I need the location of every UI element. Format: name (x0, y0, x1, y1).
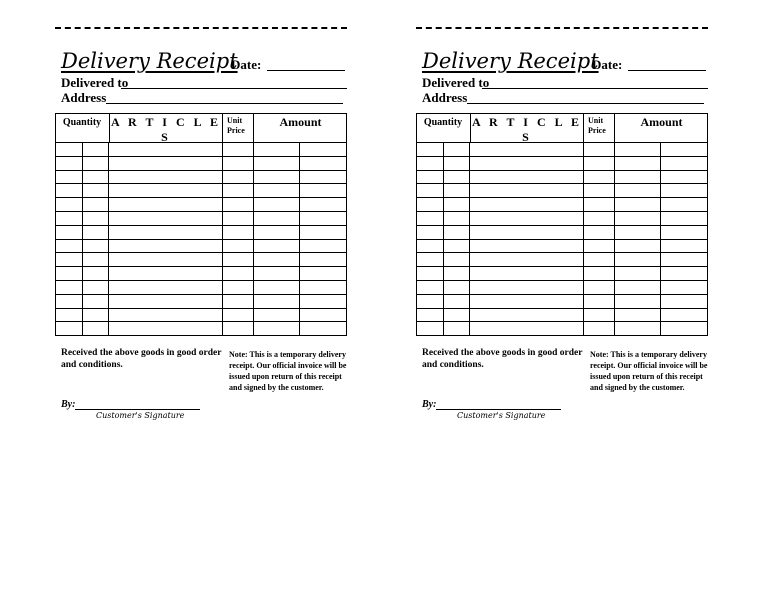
table-row[interactable] (56, 157, 346, 171)
table-row[interactable] (417, 253, 707, 267)
cut-line (416, 27, 708, 29)
column-divider (222, 143, 223, 335)
table-rows (417, 143, 707, 335)
table-row[interactable] (56, 309, 346, 323)
table-row[interactable] (56, 212, 346, 226)
signature-field[interactable] (75, 409, 200, 410)
table-row[interactable] (56, 198, 346, 212)
table-row[interactable] (56, 295, 346, 309)
unit-price-header: Unit Price (222, 114, 253, 142)
amount-header: Amount (614, 114, 708, 142)
signature-caption: Customer's Signature (457, 411, 546, 420)
table-row[interactable] (417, 226, 707, 240)
table-row[interactable] (417, 322, 707, 336)
address-label: Address (422, 90, 468, 105)
articles-table (416, 113, 708, 336)
column-divider (614, 143, 615, 335)
delivered-to-field[interactable] (482, 88, 708, 89)
receipt-title: Delivery Receipt (422, 49, 599, 73)
table-row[interactable] (56, 281, 346, 295)
table-row[interactable] (56, 253, 346, 267)
table-row[interactable] (417, 171, 707, 185)
note-text: Note: This is a temporary delivery receipt. Our official invoice will be issued upon return of this receipt and signed by the customer. (590, 350, 708, 392)
articles-table (55, 113, 347, 336)
amount-subdivider (299, 143, 300, 335)
address-field[interactable] (106, 103, 343, 104)
delivered-to-label: Delivered to (422, 75, 490, 90)
address-field[interactable] (467, 103, 704, 104)
table-row[interactable] (417, 309, 707, 323)
cut-line (55, 27, 347, 29)
table-header (417, 114, 707, 143)
quantity-subdivider (82, 143, 83, 335)
quantity-header: Quantity (423, 117, 463, 128)
table-row[interactable] (56, 322, 346, 336)
received-statement: Received the above goods in good order and conditions. (422, 348, 583, 370)
date-label: Date: (231, 57, 262, 72)
table-row[interactable] (56, 184, 346, 198)
signature-caption: Customer's Signature (96, 411, 185, 420)
column-divider (583, 143, 584, 335)
table-row[interactable] (417, 212, 707, 226)
address-label: Address (61, 90, 107, 105)
date-field[interactable] (267, 70, 345, 71)
column-divider (469, 143, 470, 335)
table-row[interactable] (417, 267, 707, 281)
table-header (56, 114, 346, 143)
table-row[interactable] (417, 281, 707, 295)
delivery-receipt-right (416, 0, 716, 594)
table-row[interactable] (56, 267, 346, 281)
received-statement: Received the above goods in good order and conditions. (61, 348, 222, 370)
table-row[interactable] (56, 240, 346, 254)
table-row[interactable] (56, 226, 346, 240)
unit-price-header: Unit Price (583, 114, 614, 142)
delivery-receipt-left (55, 0, 355, 594)
amount-header: Amount (253, 114, 347, 142)
date-label: Date: (592, 57, 623, 72)
quantity-header: Quantity (62, 117, 102, 128)
delivered-to-label: Delivered to (61, 75, 129, 90)
note-text: Note: This is a temporary delivery receipt. Our official invoice will be issued upon return of this receipt and signed by the customer. (229, 350, 347, 392)
receipt-title: Delivery Receipt (61, 49, 238, 73)
table-row[interactable] (56, 171, 346, 185)
by-label: By: (61, 399, 76, 410)
table-row[interactable] (417, 143, 707, 157)
by-label: By: (422, 399, 437, 410)
column-divider (108, 143, 109, 335)
table-row[interactable] (417, 198, 707, 212)
signature-field[interactable] (436, 409, 561, 410)
articles-header: A R T I C L E S (109, 114, 222, 142)
articles-header: A R T I C L E S (470, 114, 583, 142)
delivered-to-field[interactable] (121, 88, 347, 89)
table-row[interactable] (417, 184, 707, 198)
table-row[interactable] (417, 295, 707, 309)
table-row[interactable] (417, 157, 707, 171)
table-row[interactable] (417, 240, 707, 254)
table-row[interactable] (56, 143, 346, 157)
amount-subdivider (660, 143, 661, 335)
column-divider (253, 143, 254, 335)
date-field[interactable] (628, 70, 706, 71)
quantity-subdivider (443, 143, 444, 335)
table-rows (56, 143, 346, 335)
